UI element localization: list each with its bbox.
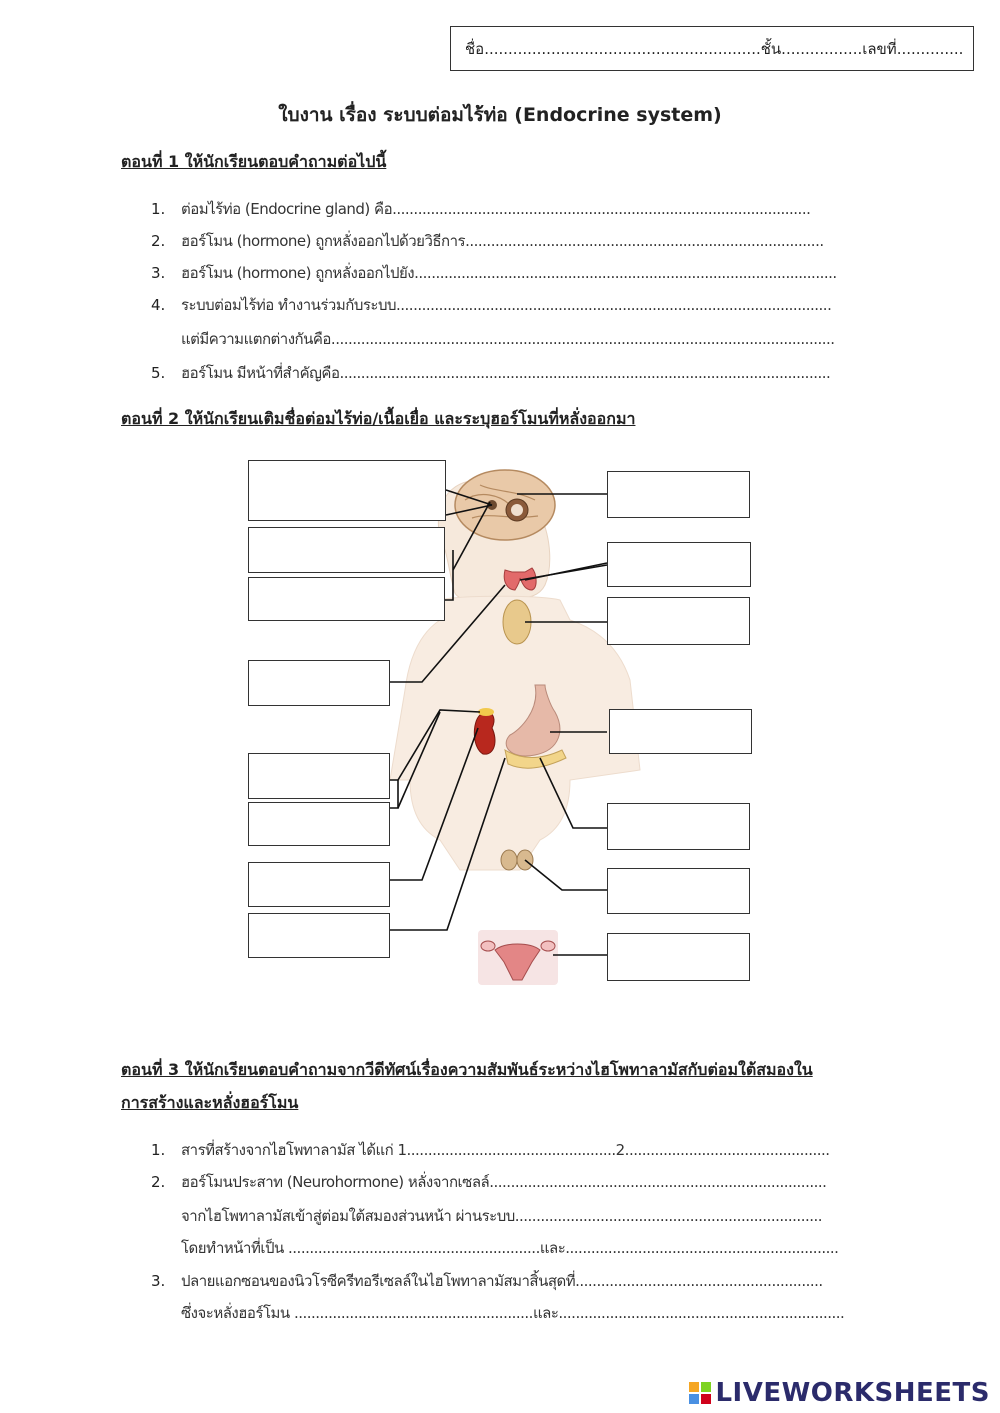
question-text: จากไฮโพทาลามัสเข้าสู่ต่อมใต้สมองส่วนหน้า ผ่านระบบ........................................................................ xyxy=(181,1207,823,1225)
part3-question-2[interactable] xyxy=(151,1171,826,1193)
brain xyxy=(455,470,555,540)
answer-box-left-6[interactable] xyxy=(248,802,390,846)
question-number: 4. xyxy=(151,296,166,314)
part2-heading: ตอนที่ 2 ให้นักเรียนเติมชื่อต่อมไร้ท่อ/เนื้อเยื่อ และระบุฮอร์โมนที่หลั่งออกมา xyxy=(121,409,636,428)
answer-box-left-8[interactable] xyxy=(248,913,390,958)
answer-box-right-3[interactable] xyxy=(607,597,750,645)
question-text: ระบบต่อมไร้ท่อ ทำงานร่วมกับระบบ...................................................................................................... xyxy=(181,296,832,314)
question-text: ฮอร์โมน (hormone) ถูกหลั่งออกไปด้วยวิธีการ.................................................................................... xyxy=(181,232,824,250)
question-text: ฮอร์โมนประสาท (Neurohormone) หลั่งจากเซลล์............................................................................... xyxy=(181,1173,827,1191)
answer-box-left-2[interactable] xyxy=(248,527,445,573)
part3-question-1[interactable] xyxy=(151,1139,830,1161)
logo-square xyxy=(701,1382,711,1392)
question-text: โดยทำหน้าที่เป็น ...........................................................และ................................................................ xyxy=(181,1239,839,1257)
part3-question-2-line3[interactable] xyxy=(151,1237,838,1259)
logo-square xyxy=(689,1394,699,1404)
part1-question-4-continued[interactable] xyxy=(151,328,835,350)
question-number: 3. xyxy=(151,264,166,282)
liveworksheets-branding[interactable] xyxy=(689,1379,990,1407)
question-text: สารที่สร้างจากไฮโพทาลามัส ได้แก่ 1.................................................2................................................ xyxy=(181,1141,830,1159)
answer-box-left-1[interactable] xyxy=(248,460,446,521)
part1-question-2[interactable] xyxy=(151,230,824,252)
worksheet-title: ใบงาน เรื่อง ระบบต่อมไร้ท่อ (Endocrine system) xyxy=(278,104,722,126)
testis-left xyxy=(501,850,517,870)
part1-question-4[interactable] xyxy=(151,294,831,316)
question-number: 1. xyxy=(151,200,166,218)
part1-question-5[interactable] xyxy=(151,362,830,384)
question-text: ฮอร์โมน มีหน้าที่สำคัญคือ................................................................................................................... xyxy=(181,364,831,382)
part3-heading-line2: การสร้างและหลั่งฮอร์โมน xyxy=(121,1093,299,1112)
question-text: ปลายแอกซอนของนิวโรซีครีทอรีเซลล์ในไฮโพทาลามัสมาสิ้นสุดที่.......................................................... xyxy=(181,1272,823,1290)
question-number: 5. xyxy=(151,364,166,382)
answer-box-left-4[interactable] xyxy=(248,660,390,706)
question-number: 1. xyxy=(151,1141,166,1159)
question-text: ซึ่งจะหลั่งฮอร์โมน ........................................................และ................................................................... xyxy=(181,1304,845,1322)
question-number: 2. xyxy=(151,1173,166,1191)
logo-square xyxy=(689,1382,699,1392)
answer-box-left-7[interactable] xyxy=(248,862,390,907)
part3-heading-line1: ตอนที่ 3 ให้นักเรียนตอบคำถามจากวีดีทัศน์เรื่องความสัมพันธ์ระหว่างไฮโพทาลามัสกับต่อมใต้สมองใน xyxy=(121,1060,813,1079)
part3-question-2-line2[interactable] xyxy=(151,1205,822,1227)
question-text: ฮอร์โมน (hormone) ถูกหลั่งออกไปยัง................................................................................................... xyxy=(181,264,837,282)
answer-box-right-2[interactable] xyxy=(607,542,751,587)
answer-box-right-5[interactable] xyxy=(607,803,750,850)
answer-box-right-1[interactable] xyxy=(607,471,750,518)
endocrine-diagram xyxy=(240,450,780,995)
liveworksheets-logo-icon xyxy=(689,1382,711,1404)
adrenal-kidney xyxy=(474,712,495,754)
question-text: แต่มีความแตกต่างกันคือ...................................................................................................................... xyxy=(181,330,835,348)
part1-question-3[interactable] xyxy=(151,262,837,284)
answer-box-right-7[interactable] xyxy=(607,933,750,981)
answer-box-left-3[interactable] xyxy=(248,577,445,621)
question-text: ต่อมไร้ท่อ (Endocrine gland) คือ.................................................................................................. xyxy=(181,200,811,218)
part3-question-3[interactable] xyxy=(151,1270,823,1292)
question-number: 2. xyxy=(151,232,166,250)
part1-question-1[interactable] xyxy=(151,198,810,220)
part3-question-3-line2[interactable] xyxy=(151,1302,844,1324)
part1-heading: ตอนที่ 1 ให้นักเรียนตอบคำถามต่อไปนี้ xyxy=(121,152,387,171)
student-info-line: ชื่อ..........................................................ชั้น.................เลขที่.............. xyxy=(465,40,964,58)
answer-box-right-4[interactable] xyxy=(609,709,752,754)
brand-text: LIVEWORKSHEETS xyxy=(715,1378,990,1408)
logo-square xyxy=(701,1394,711,1404)
student-info-box[interactable] xyxy=(450,26,974,71)
question-number: 3. xyxy=(151,1272,166,1290)
answer-box-left-5[interactable] xyxy=(248,753,390,799)
answer-box-right-6[interactable] xyxy=(607,868,750,914)
